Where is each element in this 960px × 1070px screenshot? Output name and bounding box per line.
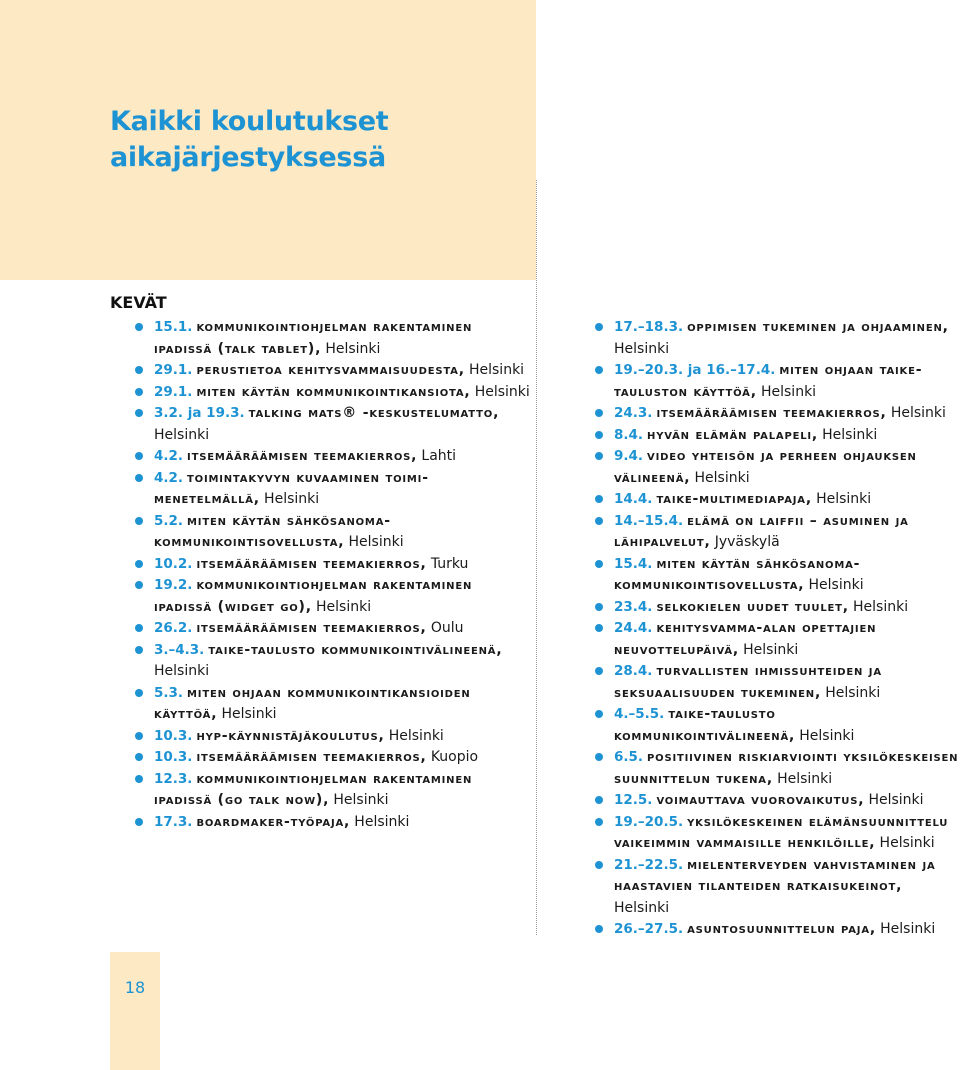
event-item: [590, 618, 960, 661]
event-item: [130, 575, 530, 618]
event-date: 3.–4.3.: [154, 641, 205, 658]
bullet-icon: [595, 517, 603, 525]
event-place: Helsinki: [853, 598, 909, 615]
event-place: Helsinki: [743, 641, 799, 658]
event-name: miten ohjaan taike-tauluston käyttöä,: [614, 362, 923, 400]
bullet-icon: [135, 388, 143, 396]
event-place: Helsinki: [799, 727, 855, 744]
event-item: [130, 554, 530, 576]
event-date: 26.–27.5.: [614, 921, 684, 937]
event-place: Helsinki: [154, 663, 210, 679]
event-place: Helsinki: [348, 534, 404, 550]
event-date: 19.2.: [154, 577, 193, 593]
event-item: [130, 812, 530, 834]
bullet-icon: [595, 624, 603, 632]
event-name: kommunikointiohjelman rakentaminen ipadissä (talk tablet),: [154, 319, 473, 357]
event-name: yksilökeskeinen elämänsuunnittelu vaikeimmin vammaisille henkilöille,: [614, 813, 949, 851]
event-item: [590, 360, 960, 403]
event-date: 24.3.: [614, 405, 653, 421]
event-name: voimauttava vuorovaikutus,: [656, 792, 865, 808]
page-number: 18: [124, 978, 146, 997]
event-date: 28.4.: [614, 663, 653, 679]
event-item: [130, 382, 530, 404]
event-name: talking mats® -keskustelumatto,: [248, 405, 500, 421]
event-item: [130, 403, 530, 446]
event-place: Helsinki: [880, 921, 936, 937]
event-item: [590, 511, 960, 554]
event-name: kehitysvamma-alan opettajien neuvottelupäivä,: [614, 620, 877, 658]
event-date: 10.3.: [154, 749, 193, 765]
event-name: hyvän elämän palapeli,: [647, 426, 819, 443]
event-date: 3.2. ja 19.3.: [154, 405, 245, 421]
bullet-icon: [135, 452, 143, 460]
event-item: [590, 317, 960, 360]
event-place: Helsinki: [154, 426, 210, 443]
bullet-icon: [135, 646, 143, 654]
bullet-icon: [135, 474, 143, 482]
event-item: [130, 769, 530, 812]
event-place: Helsinki: [777, 770, 833, 787]
event-item: [130, 640, 530, 683]
event-date: 19.–20.5.: [614, 813, 684, 830]
bullet-icon: [595, 452, 603, 460]
event-date: 19.–20.3. ja 16.–17.4.: [614, 362, 776, 378]
event-date: 12.5.: [614, 792, 653, 808]
bullet-icon: [595, 710, 603, 718]
event-item: [130, 446, 530, 468]
bullet-icon: [135, 560, 143, 568]
bullet-icon: [135, 323, 143, 331]
event-date: 4.2.: [154, 469, 184, 486]
event-date: 29.1.: [154, 362, 193, 378]
event-date: 9.4.: [614, 448, 644, 464]
event-place: Helsinki: [264, 491, 320, 507]
event-item: [590, 790, 960, 812]
event-place: Oulu: [430, 620, 464, 636]
event-date: 29.1.: [154, 383, 193, 400]
event-place: Helsinki: [354, 813, 410, 830]
event-name: toimintakyvyn kuvaaminen toimi-menetelmällä,: [154, 469, 429, 507]
event-place: Helsinki: [316, 598, 372, 615]
event-name: elämä on laiffii – asuminen ja lähipalvelut,: [614, 512, 909, 550]
event-place: Helsinki: [816, 491, 872, 507]
event-item: [590, 489, 960, 511]
event-item: [590, 403, 960, 425]
event-item: [590, 661, 960, 704]
event-name: asuntosuunnittelun paja,: [687, 921, 876, 937]
event-item: [590, 704, 960, 747]
bullet-icon: [595, 818, 603, 826]
event-place: Lahti: [421, 448, 457, 464]
bullet-icon: [135, 732, 143, 740]
event-name: taike-taulusto kommunikointivälineenä,: [614, 706, 796, 744]
event-name: mielenterveyden vahvistaminen ja haastavien tilanteiden ratkaisukeinot,: [614, 856, 936, 894]
event-name: selkokielen uudet tuulet,: [656, 598, 849, 615]
bullet-icon: [595, 409, 603, 417]
event-list-left: [130, 317, 530, 833]
page-title-line-1: Kaikki koulutukset: [110, 106, 389, 137]
event-name: kommunikointiohjelman rakentaminen ipadissä (widget go),: [154, 577, 473, 615]
event-date: 17.3.: [154, 813, 193, 830]
event-item: [130, 511, 530, 554]
event-item: [130, 683, 530, 726]
bullet-icon: [595, 753, 603, 761]
event-date: 14.–15.4.: [614, 512, 684, 529]
event-name: video yhteisön ja perheen ohjauksen välineenä,: [614, 448, 917, 486]
event-place: Helsinki: [822, 426, 878, 443]
bullet-icon: [135, 753, 143, 761]
bullet-icon: [135, 689, 143, 697]
event-place: Helsinki: [694, 469, 750, 486]
event-date: 4.2.: [154, 448, 184, 464]
event-name: oppimisen tukeminen ja ohjaaminen,: [687, 319, 949, 335]
event-item: [130, 468, 530, 511]
bullet-icon: [595, 366, 603, 374]
event-place: Helsinki: [879, 835, 935, 851]
event-date: 4.–5.5.: [614, 706, 665, 722]
bullet-icon: [595, 495, 603, 503]
section-heading: KEVÄT: [110, 293, 167, 312]
bullet-icon: [595, 925, 603, 933]
event-item: [130, 618, 530, 640]
event-item: [590, 855, 960, 920]
event-place: Helsinki: [388, 727, 444, 744]
event-item: [590, 919, 960, 941]
page-title-line-2: aikajärjestyksessä: [110, 142, 386, 173]
event-date: 23.4.: [614, 598, 653, 615]
event-item: [590, 747, 960, 790]
event-item: [130, 747, 530, 769]
bullet-icon: [135, 775, 143, 783]
event-name: positiivinen riskiarviointi yksilökeskeisen suunnittelun tukena,: [614, 749, 959, 787]
event-place: Helsinki: [468, 362, 525, 378]
event-date: 15.1.: [154, 319, 193, 335]
event-place: Helsinki: [614, 899, 670, 916]
event-name: taike-taulusto kommunikointivälineenä,: [208, 641, 503, 658]
bullet-icon: [595, 667, 603, 675]
event-place: Helsinki: [890, 405, 946, 421]
event-item: [130, 317, 530, 360]
bullet-icon: [135, 366, 143, 374]
event-name: perustietoa kehitysvammaisuudesta,: [196, 362, 465, 378]
event-place: Jyväskylä: [714, 534, 780, 550]
event-date: 17.–18.3.: [614, 319, 684, 335]
event-date: 21.–22.5.: [614, 856, 684, 873]
event-date: 14.4.: [614, 491, 653, 507]
event-date: 10.2.: [154, 555, 193, 572]
bullet-icon: [595, 560, 603, 568]
column-divider: [536, 180, 537, 935]
event-item: [590, 446, 960, 489]
event-name: miten käytän sähkösanoma-kommunikointisovellusta,: [154, 512, 391, 550]
event-place: Turku: [430, 555, 469, 572]
event-item: [130, 726, 530, 748]
event-item: [590, 812, 960, 855]
event-name: miten käytän kommunikointikansiota,: [196, 383, 471, 400]
event-list-right: [590, 317, 960, 941]
event-place: Helsinki: [325, 340, 381, 357]
event-place: Helsinki: [614, 340, 670, 357]
event-place: Kuopio: [430, 749, 479, 765]
bullet-icon: [135, 581, 143, 589]
bullet-icon: [135, 517, 143, 525]
event-name: hyp-käynnistäjäkoulutus,: [196, 727, 385, 744]
event-name: itsemääräämisen teemakierros,: [656, 405, 887, 421]
bullet-icon: [135, 624, 143, 632]
event-place: Helsinki: [760, 383, 817, 400]
page-title: [110, 104, 388, 176]
event-item: [590, 425, 960, 447]
event-date: 5.2.: [154, 512, 184, 529]
event-place: Helsinki: [868, 792, 924, 808]
event-date: 8.4.: [614, 426, 644, 443]
event-date: 10.3.: [154, 727, 193, 744]
event-place: Helsinki: [825, 684, 881, 701]
event-place: Helsinki: [474, 383, 530, 400]
event-date: 6.5.: [614, 749, 644, 765]
event-date: 15.4.: [614, 555, 653, 572]
event-date: 24.4.: [614, 620, 653, 636]
event-date: 5.3.: [154, 684, 184, 701]
event-item: [590, 597, 960, 619]
bullet-icon: [595, 431, 603, 439]
event-item: [590, 554, 960, 597]
event-name: miten käytän sähkösanoma-kommunikointisovellusta,: [614, 555, 861, 593]
event-place: Helsinki: [221, 706, 277, 722]
event-item: [130, 360, 530, 382]
bullet-icon: [595, 861, 603, 869]
page-number-tab: [110, 952, 160, 1070]
event-name: itsemääräämisen teemakierros,: [196, 555, 427, 572]
bullet-icon: [135, 818, 143, 826]
bullet-icon: [595, 796, 603, 804]
event-date: 12.3.: [154, 770, 193, 787]
event-place: Helsinki: [808, 577, 864, 593]
event-place: Helsinki: [333, 792, 389, 808]
event-name: kommunikointiohjelman rakentaminen ipadissä (go talk now),: [154, 770, 473, 808]
bullet-icon: [135, 409, 143, 417]
event-name: itsemääräämisen teemakierros,: [196, 620, 427, 636]
bullet-icon: [595, 323, 603, 331]
event-name: turvallisten ihmissuhteiden ja seksuaalisuuden tukeminen,: [614, 663, 882, 701]
event-name: miten ohjaan kommunikointikansioiden käyttöä,: [154, 684, 471, 722]
event-name: boardmaker-työpaja,: [196, 813, 351, 830]
event-date: 26.2.: [154, 620, 193, 636]
event-name: taike-multimediapaja,: [656, 491, 812, 507]
bullet-icon: [595, 603, 603, 611]
event-name: itsemääräämisen teemakierros,: [196, 749, 427, 765]
event-name: itsemääräämisen teemakierros,: [187, 448, 418, 464]
